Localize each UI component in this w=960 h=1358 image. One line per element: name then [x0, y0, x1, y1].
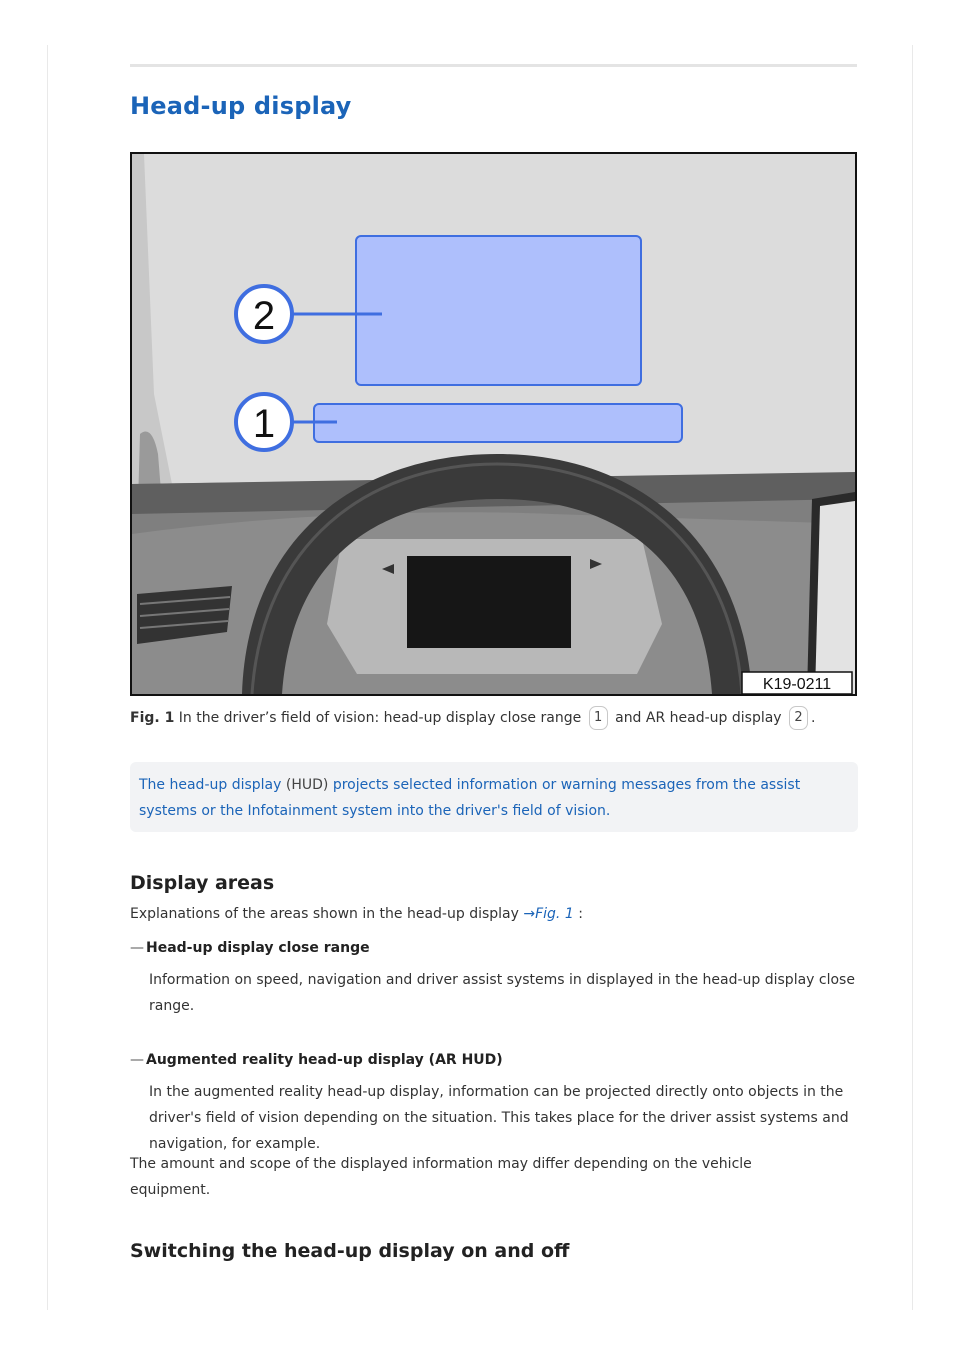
page-border-right: [912, 45, 913, 1310]
header-divider: [130, 64, 857, 67]
intro-note-part1: The head-up display: [139, 777, 282, 793]
page-title: Head-up display: [130, 92, 352, 120]
display-areas-intro: [130, 901, 583, 927]
image-code: K19-0211: [762, 676, 832, 693]
intro-note: [130, 762, 858, 832]
caption-text-middle: and AR head-up display: [615, 710, 782, 726]
figure-caption: [130, 706, 870, 730]
term-dash: —: [130, 1052, 144, 1068]
definition-ar-hud: In the augmented reality head-up display, information can be projected directly onto objects in the driver's field of vision depending on the situation. This takes place for the driver assist systems and navigation, for example.: [149, 1084, 849, 1152]
callout-1-label: 1: [252, 402, 276, 446]
term-ar-hud: [130, 1048, 503, 1072]
caption-text-before: In the driver’s field of vision: head-up display close range: [178, 710, 582, 726]
caption-badge-1: 1: [589, 706, 608, 730]
term-close-range-label: Head-up display close range: [146, 940, 370, 956]
caption-label: Fig. 1: [130, 710, 175, 726]
term-dash: —: [130, 940, 144, 956]
display-areas-intro-colon: :: [578, 906, 583, 922]
term-ar-hud-label: Augmented reality head-up display (AR HUD): [146, 1052, 503, 1068]
instrument-cluster-display: [407, 556, 571, 648]
figure-hud-illustration: [130, 152, 857, 696]
display-areas-intro-text: Explanations of the areas shown in the head-up display: [130, 906, 519, 922]
page-border-left: [47, 45, 48, 1310]
intro-note-part3: projects selected information or warning messages from the assist systems or the Infotainment system into the driver's field of vision.: [139, 777, 801, 819]
xref-fig-1-link[interactable]: Fig. 1: [535, 906, 574, 922]
caption-text-end: .: [811, 710, 816, 726]
xref-arrow-icon[interactable]: →: [523, 906, 536, 922]
callout-2-label: 2: [252, 294, 276, 338]
ar-hud-area: [356, 236, 641, 385]
definition-close-range: Information on speed, navigation and driver assist systems in displayed in the head-up display close range.: [149, 972, 855, 1014]
term-close-range: [130, 936, 370, 960]
intro-note-part2: (HUD): [285, 777, 329, 793]
caption-badge-2: 2: [789, 706, 808, 730]
amount-scope-paragraph: The amount and scope of the displayed information may differ depending on the vehicle equipment.: [130, 1156, 752, 1198]
hud-close-range-area: [314, 404, 682, 442]
section-heading-switching: Switching the head-up display on and off: [130, 1240, 570, 1262]
section-heading-display-areas: Display areas: [130, 872, 275, 894]
